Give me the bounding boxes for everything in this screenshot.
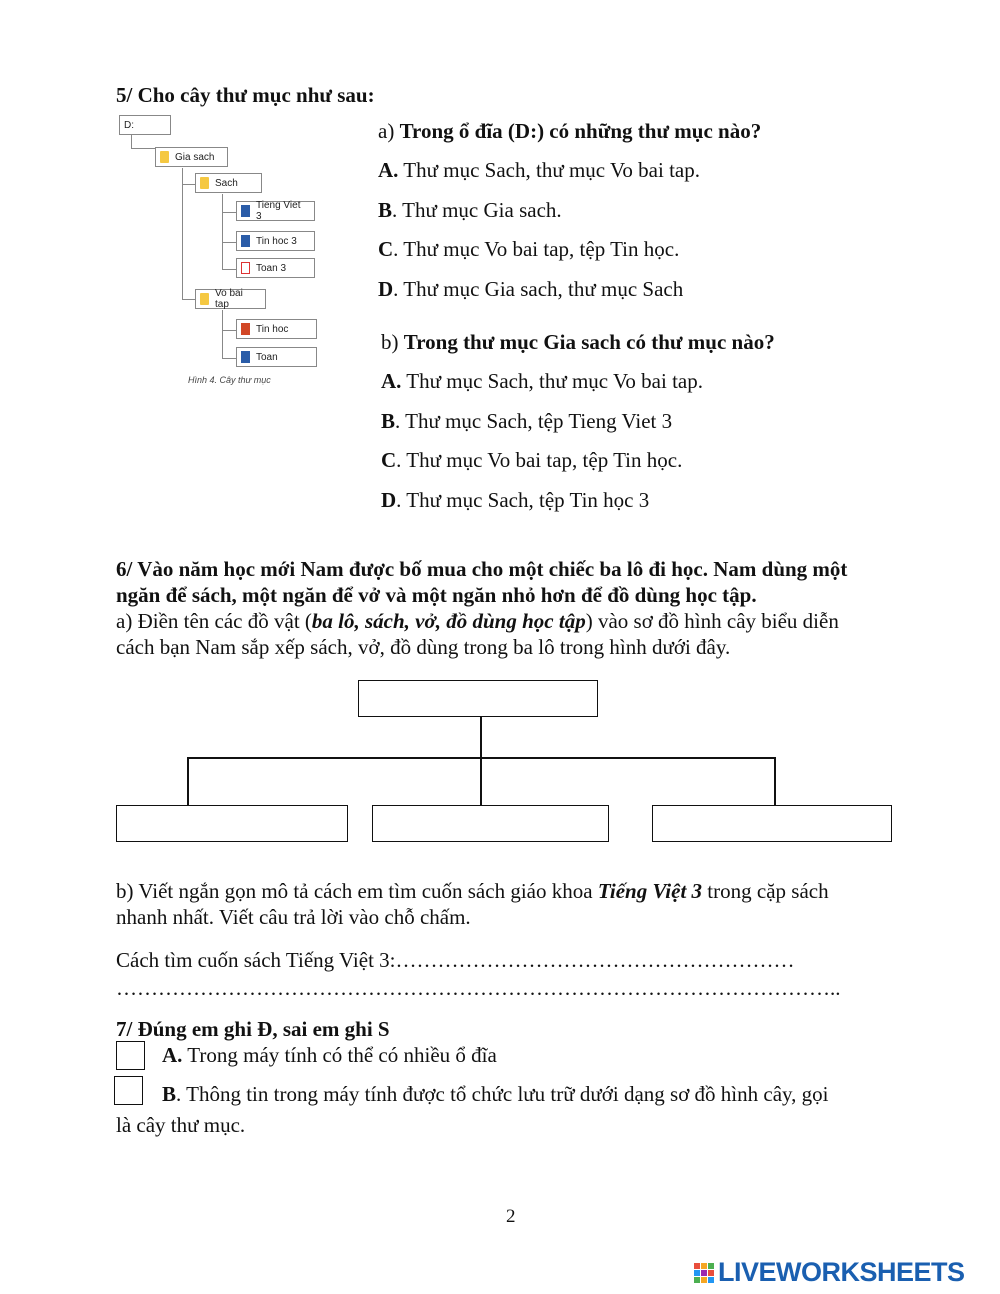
q5b-option-c: C. Thư mục Vo bai tap, tệp Tin học. [381,448,683,472]
answer-box-left[interactable] [116,805,348,842]
q5b-option-a: A. Thư mục Sach, thư mục Vo bai tap. [381,369,703,393]
q7b-answer-box[interactable] [114,1076,143,1105]
answer-box-root[interactable] [358,680,598,717]
folder-icon [200,293,209,305]
powerpoint-icon [241,323,250,335]
q7a-answer-box[interactable] [116,1041,145,1070]
q7a-statement: A. Trong máy tính có thể có nhiều ổ đĩa [162,1043,497,1067]
q6-title-line2: ngăn để sách, một ngăn để vở và một ngăn nhỏ hơn để đồ dùng học tập. [116,583,757,607]
q5-title: 5/ Cho cây thư mục như sau: [116,83,375,107]
tree-node-gia-sach: Gia sach [155,147,228,167]
answer-box-right[interactable] [652,805,892,842]
q6b-instruction-line2: nhanh nhất. Viết câu trả lời vào chỗ chấm. [116,905,471,929]
q6b-answer-line2[interactable]: ………………………………………………………………………………………….. [116,976,841,1000]
q5a-option-d: D. Thư mục Gia sach, thư mục Sach [378,277,684,301]
word-document-icon [241,205,250,217]
q5b-option-d: D. Thư mục Sach, tệp Tin học 3 [381,488,650,512]
answer-box-middle[interactable] [372,805,609,842]
q7b-statement-line2: là cây thư mục. [116,1113,246,1137]
logo-grid-icon [694,1263,714,1283]
q5a-option-c: C. Thư mục Vo bai tap, tệp Tin học. [378,237,680,261]
folder-icon [160,151,169,163]
tree-node-vo-bai-tap: Vo bai tap [195,289,266,309]
folder-icon [200,177,209,189]
q6b-answer-line[interactable]: Cách tìm cuốn sách Tiếng Việt 3:………………………………………………… [116,948,795,972]
tree-node-sach: Sach [195,173,262,193]
tree-node-toan-3: Toan 3 [236,258,315,278]
word-document-icon [241,351,250,363]
q5a-question: a) Trong ổ đĩa (D:) có những thư mục nào? [378,119,762,143]
tree-node-drive: D: [119,115,171,135]
tree-node-tin-hoc-3: Tin hoc 3 [236,231,315,251]
tree-node-toan: Toan [236,347,317,367]
pdf-document-icon [241,262,250,274]
q7-title: 7/ Đúng em ghi Đ, sai em ghi S [116,1017,390,1041]
q5b-question: b) Trong thư mục Gia sach có thư mục nào? [381,330,775,354]
q6a-instruction: a) Điền tên các đồ vật (ba lô, sách, vở, đồ dùng học tập) vào sơ đồ hình cây biểu diễn [116,609,839,633]
tree-node-tieng-viet-3: Tieng Viet 3 [236,201,315,221]
tree-caption: Hình 4. Cây thư mục [188,375,271,385]
tree-node-tin-hoc: Tin hoc [236,319,317,339]
q6a-instruction-line2: cách bạn Nam sắp xếp sách, vở, đồ dùng trong ba lô trong hình dưới đây. [116,635,731,659]
q5b-option-b: B. Thư mục Sach, tệp Tieng Viet 3 [381,409,673,433]
q6-title-line1: 6/ Vào năm học mới Nam được bố mua cho một chiếc ba lô đi học. Nam dùng một [116,557,848,581]
q6b-instruction: b) Viết ngắn gọn mô tả cách em tìm cuốn sách giáo khoa Tiếng Việt 3 trong cặp sách [116,879,829,903]
q5a-option-a: A. Thư mục Sach, thư mục Vo bai tap. [378,158,700,182]
page-number: 2 [506,1206,516,1227]
q7b-statement: B. Thông tin trong máy tính được tổ chức lưu trữ dưới dạng sơ đồ hình cây, gọi [162,1082,829,1106]
q5a-option-b: B. Thư mục Gia sach. [378,198,562,222]
liveworksheets-logo: LIVEWORKSHEETS [694,1257,965,1288]
word-document-icon [241,235,250,247]
